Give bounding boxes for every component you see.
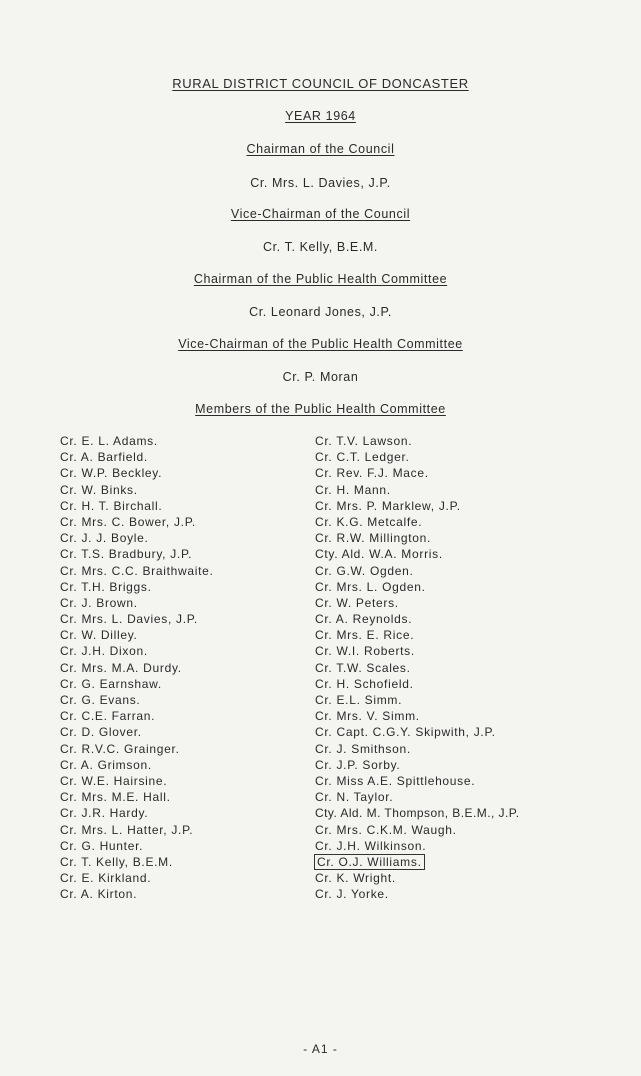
member-entry: Cr. H. Schofield. bbox=[315, 676, 414, 691]
member-entry: Cr. Mrs. V. Simm. bbox=[315, 709, 420, 724]
member-entry: Cr. Mrs. L. Davies, J.P. bbox=[60, 612, 198, 627]
member-entry: Cr. G. Hunter. bbox=[60, 838, 144, 853]
member-entry: Cr. J.H. Dixon. bbox=[60, 644, 148, 659]
member-entry: Cr. J. J. Boyle. bbox=[60, 531, 149, 546]
member-entry: Cr. J.P. Sorby. bbox=[315, 757, 401, 772]
member-entry: Cr. A. Grimson. bbox=[60, 757, 152, 772]
boxed-member-name: Cr. O.J. Williams. bbox=[317, 854, 422, 869]
member-entry: Cr. Capt. C.G.Y. Skipwith, J.P. bbox=[315, 725, 496, 740]
member-entry: Cr. Miss A.E. Spittlehouse. bbox=[315, 773, 476, 788]
member-entry: Cr. T.H. Briggs. bbox=[60, 579, 152, 594]
member-entry: Cr. Rev. F.J. Mace. bbox=[315, 466, 429, 481]
member-entry: Cr. J. Brown. bbox=[60, 595, 138, 610]
members-list-right bbox=[315, 433, 520, 902]
officer-role: Vice-Chairman of the Public Health Committee bbox=[178, 337, 463, 351]
member-entry: Cr. W. Binks. bbox=[60, 482, 138, 497]
member-entry: Cr. C.E. Farran. bbox=[60, 709, 156, 724]
member-entry: Cr. J.H. Wilkinson. bbox=[315, 838, 427, 853]
member-entry: Cr. J. Smithson. bbox=[315, 741, 411, 756]
member-entry: Cr. A. Kirton. bbox=[60, 887, 138, 902]
member-entry: Cr. G.W. Ogden. bbox=[315, 563, 414, 578]
member-entry: Cr. A. Barfield. bbox=[60, 450, 148, 465]
member-entry: Cr. W. Dilley. bbox=[60, 628, 138, 643]
member-entry bbox=[315, 854, 520, 870]
member-entry: Cr. H. T. Birchall. bbox=[60, 498, 163, 513]
member-entry: Cr. E. L. Adams. bbox=[60, 434, 158, 448]
member-entry: Cr. N. Taylor. bbox=[315, 790, 394, 805]
member-entry: Cr. W.I. Roberts. bbox=[315, 644, 415, 659]
member-entry: Cr. D. Glover. bbox=[60, 725, 142, 740]
officer-name: Cr. P. Moran bbox=[282, 370, 359, 384]
member-entry: Cr. W.P. Beckley. bbox=[60, 466, 163, 481]
member-entry: Cr. R.W. Millington. bbox=[315, 531, 432, 546]
member-entry: Cr. Mrs. L. Hatter, J.P. bbox=[60, 822, 194, 837]
member-entry: Cty. Ald. M. Thompson, B.E.M., J.P. bbox=[315, 806, 520, 821]
member-entry: Cr. Mrs. M.A. Durdy. bbox=[60, 660, 182, 675]
member-entry: Cr. Mrs. C. Bower, J.P. bbox=[60, 514, 196, 529]
officer-role: Chairman of the Public Health Committee bbox=[193, 272, 448, 286]
member-entry: Cr. H. Mann. bbox=[315, 482, 391, 497]
member-entry: Cr. G. Evans. bbox=[60, 693, 141, 707]
member-entry: Cr. J. Yorke. bbox=[315, 887, 389, 902]
officer-name: Cr. Leonard Jones, J.P. bbox=[249, 305, 392, 319]
member-entry: Cr. T. Kelly, B.E.M. bbox=[60, 854, 173, 869]
member-entry: Cr. K. Wright. bbox=[315, 871, 396, 886]
page-number: - A1 - bbox=[303, 1042, 338, 1056]
member-entry: Cr. T.S. Bradbury, J.P. bbox=[60, 547, 193, 562]
member-entry: Cty. Ald. W.A. Morris. bbox=[315, 547, 443, 562]
year-heading: YEAR 1964 bbox=[285, 109, 356, 123]
member-entry: Cr. E. Kirkland. bbox=[60, 871, 152, 886]
members-list-left bbox=[60, 433, 214, 902]
officer-role: Vice-Chairman of the Council bbox=[230, 207, 411, 221]
member-entry: Cr. T.W. Scales. bbox=[315, 660, 411, 675]
member-entry: Cr. C.T. Ledger. bbox=[315, 450, 410, 465]
member-entry: Cr. G. Earnshaw. bbox=[60, 676, 162, 691]
officer-name: Cr. Mrs. L. Davies, J.P. bbox=[250, 176, 391, 190]
document-title: RURAL DISTRICT COUNCIL OF DONCASTER bbox=[172, 76, 469, 91]
member-entry: Cr. W.E. Hairsine. bbox=[60, 773, 168, 788]
member-entry: Cr. Mrs. C.K.M. Waugh. bbox=[315, 822, 457, 837]
member-entry: Cr. Mrs. P. Marklew, J.P. bbox=[315, 498, 461, 513]
member-entry: Cr. Mrs. E. Rice. bbox=[315, 628, 415, 643]
member-entry: Cr. J.R. Hardy. bbox=[60, 806, 149, 821]
member-entry: Cr. W. Peters. bbox=[315, 595, 399, 610]
member-entry: Cr. Mrs. C.C. Braithwaite. bbox=[60, 563, 214, 578]
member-entry: Cr. Mrs. M.E. Hall. bbox=[60, 790, 171, 805]
member-entry: Cr. A. Reynolds. bbox=[315, 612, 413, 627]
member-entry: Cr. T.V. Lawson. bbox=[315, 434, 413, 448]
officer-role: Chairman of the Council bbox=[246, 142, 395, 156]
member-entry: Cr. R.V.C. Grainger. bbox=[60, 741, 180, 756]
officer-name: Cr. T. Kelly, B.E.M. bbox=[262, 240, 379, 254]
member-entry: Cr. K.G. Metcalfe. bbox=[315, 514, 423, 529]
member-entry: Cr. E.L. Simm. bbox=[315, 693, 403, 707]
members-heading: Members of the Public Health Committee bbox=[195, 402, 446, 416]
member-entry: Cr. Mrs. L. Ogden. bbox=[315, 579, 426, 594]
